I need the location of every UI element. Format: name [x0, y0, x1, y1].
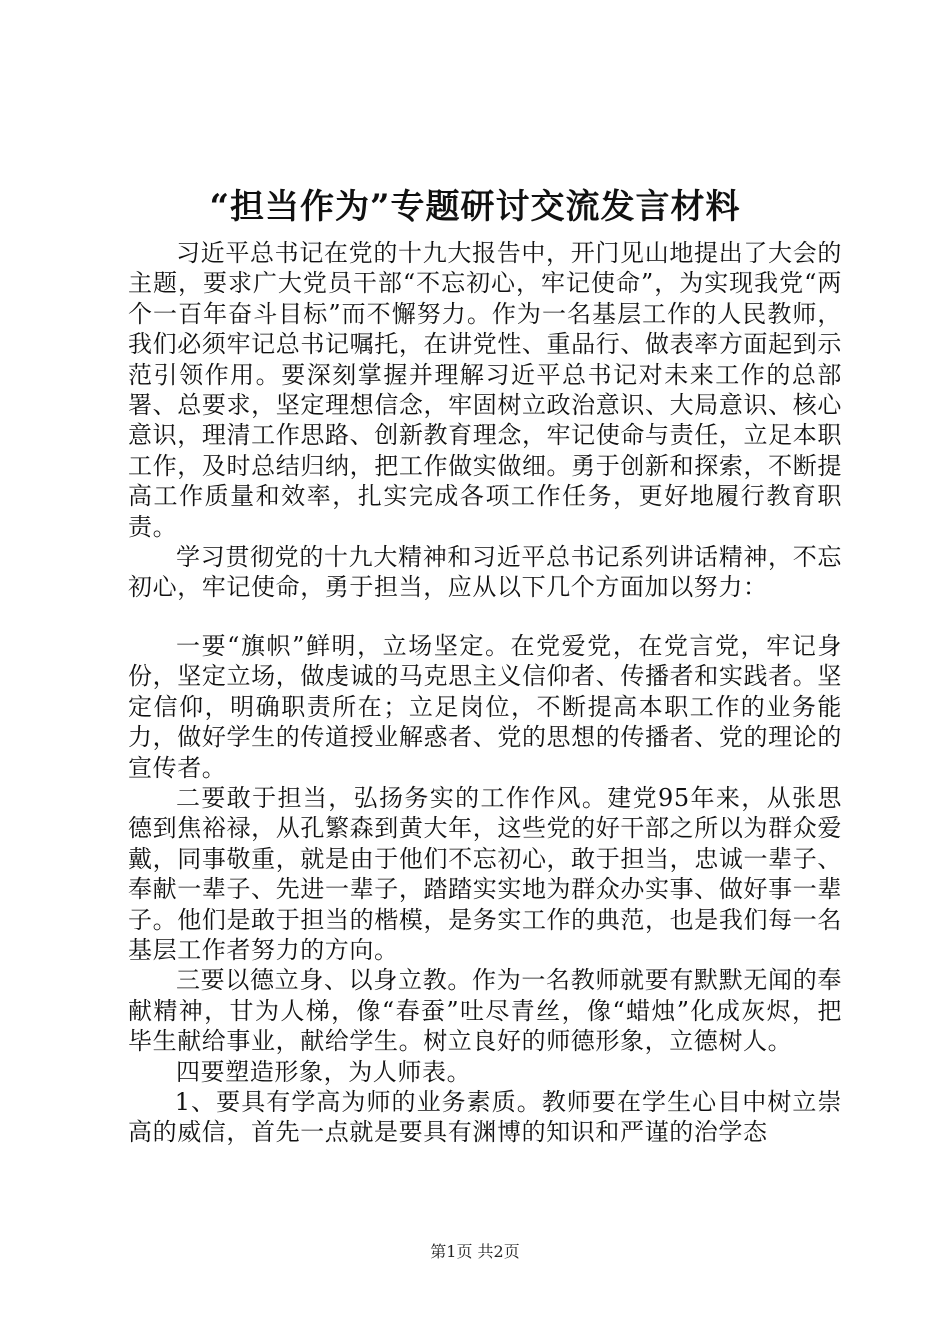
paragraph-point-two: 二要敢于担当，弘扬务实的工作作风。建党95年来，从张思德到焦裕禄，从孔繁森到黄大年，这些党的好干部之所以为群众爱戴，同事敬重，就是由于他们不忘初心，敢于担当，忠诚一辈子、奉献一辈子、先进一辈子，踏踏实实地为群众办实事、做好事一辈子。他们是敢于担当的楷模，是务实工作的典范，也是我们每一名基层工作者努力的方向。: [128, 783, 842, 964]
document-title: “担当作为”专题研讨交流发言材料: [209, 187, 741, 227]
paragraph-subpoint-one: 1、要具有学高为师的业务素质。教师要在学生心目中树立崇高的威信，首先一点就是要具有渊博的知识和严谨的治学态: [128, 1087, 842, 1147]
paragraph-intro: 习近平总书记在党的十九大报告中，开门见山地提出了大会的主题，要求广大党员干部“不忘初心，牢记使命”，为实现我党“两个一百年奋斗目标”而不懈努力。作为一名基层工作的人民教师，我们必须牢记总书记嘱托，在讲党性、重品行、做表率方面起到示范引领作用。要深刻掌握并理解习近平总书记对未来工作的总部署、总要求，坚定理想信念，牢固树立政治意识、大局意识、核心意识，理清工作思路、创新教育理念，牢记使命与责任，立足本职工作，及时总结归纳，把工作做实做细。勇于创新和探索，不断提高工作质量和效率，扎实完成各项工作任务，更好地履行教育职责。: [128, 239, 842, 541]
paragraph-lead-in: 学习贯彻党的十九大精神和习近平总书记系列讲话精神，不忘初心，牢记使命，勇于担当，应从以下几个方面加以努力：: [128, 543, 842, 602]
paragraph-point-one: 一要“旗帜”鲜明，立场坚定。在党爱党，在党言党，牢记身份，坚定立场，做虔诚的马克思主义信仰者、传播者和实践者。坚定信仰，明确职责所在；立足岗位，不断提高本职工作的业务能力，做好学生的传道授业解惑者、党的思想的传播者、党的理论的宣传者。: [128, 631, 842, 782]
document-body: [128, 238, 842, 1148]
page-number-footer: 第1页 共2页: [430, 1242, 520, 1261]
paragraph-point-three: 三要以德立身、以身立教。作为一名教师就要有默默无闻的奉献精神，甘为人梯，像“春蚕”吐尽青丝，像“蜡烛”化成灰烬，把毕生献给事业，献给学生。树立良好的师德形象，立德树人。: [128, 966, 842, 1056]
paragraph-point-four: 四要塑造形象，为人师表。: [176, 1057, 472, 1086]
